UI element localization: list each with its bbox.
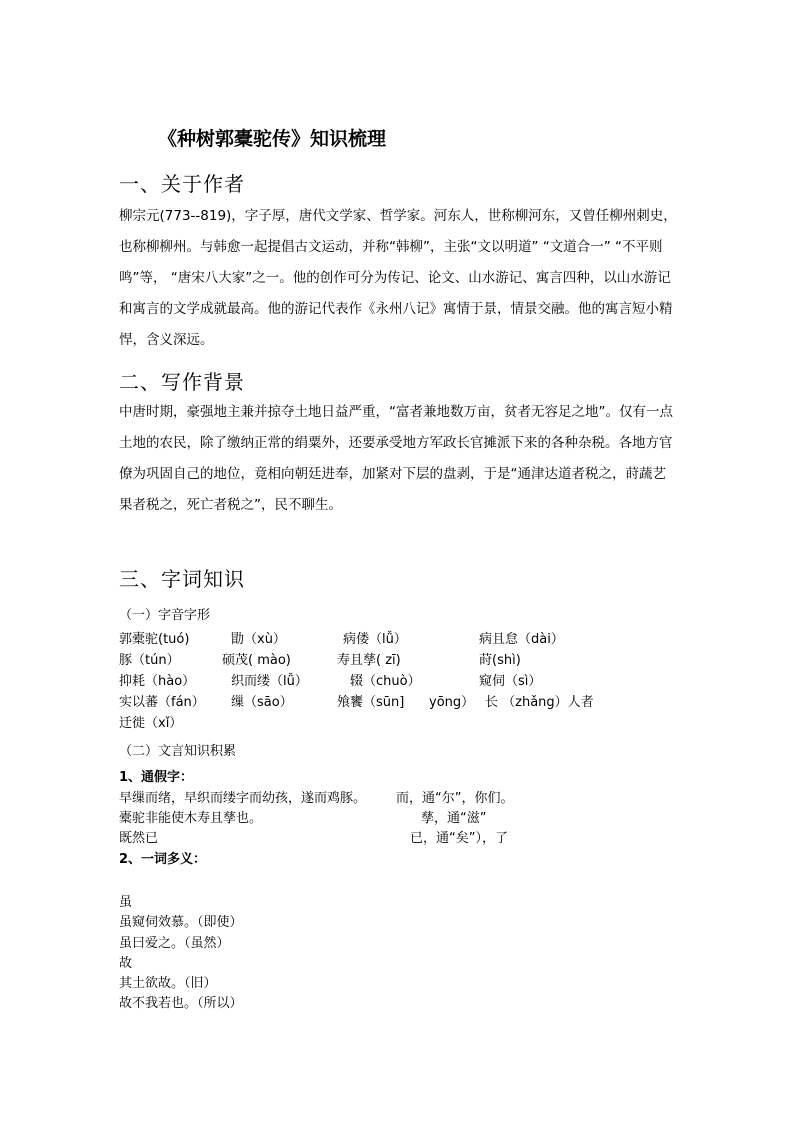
- pron-item: 抑耗（hào）: [119, 674, 196, 689]
- author-paragraph: 柳宗元(773--819)，字子厚，唐代文学家、哲学家。河东人，世称柳河东，又曾任柳州刺史，也称柳柳州。与韩愈一起提倡古文运动，并称“韩柳”，主张“文以明道” “文道合一” “不平则鸣”等， “唐宋八大家”之一。他的创作可分为传记、论文、山水游记、寓言四种，以山水游记和寓言的文学成就最高。他的游记代表作《永州八记》寓情于景，情景交融。他的寓言短小精悍，含义深远。: [119, 208, 677, 348]
- pron-item: 寿且孳( zī): [337, 653, 401, 668]
- tongjia-sentence: 既然已: [119, 831, 159, 846]
- pron-item: 织而缕（lǚ）: [231, 674, 308, 689]
- pron-item: 实以蕃（fán）: [119, 695, 205, 710]
- pron-item: 辍（chuò）: [350, 674, 421, 689]
- duoyi-item: 故: [119, 956, 133, 971]
- tongjia-sentence: 橐驼非能使木寿且孳也。: [119, 811, 263, 826]
- duoyi-item: 虽曰爱之。（虽然）: [119, 936, 230, 951]
- duoyi-heading: 2、一词多义：: [119, 852, 207, 867]
- pron-item: 长 （zhǎng）人者: [485, 695, 594, 710]
- tongjia-heading: 1、通假字：: [119, 770, 194, 785]
- tongjia-sentence: 早缫而绪，早织而缕字而幼孩，遂而鸡豚。: [119, 791, 367, 806]
- pron-item: 迁徙（xǐ）: [119, 716, 183, 731]
- pron-item: 莳(shì): [479, 653, 521, 668]
- pron-item: 豚（tún）: [119, 653, 180, 668]
- document-title: 《种树郭橐驼传》知识梳理: [158, 128, 387, 150]
- duoyi-item: 故不我若也。（所以）: [119, 996, 243, 1011]
- duoyi-item: 其土欲故。（旧）: [119, 976, 217, 991]
- pron-item: 窥伺（sì）: [479, 674, 542, 689]
- tongjia-note: 孳，通“滋”: [421, 811, 487, 826]
- pron-item: 郭橐驼(tuó): [119, 632, 190, 647]
- section-heading-author: 一、关于作者: [119, 172, 245, 196]
- pron-item: 缫（sāo）: [231, 695, 293, 710]
- background-paragraph: 中唐时期，豪强地主兼并掠夺土地日益严重，“富者兼地数万亩，贫者无容足之地”。仅有一点土地的农民，除了缴纳正常的绢粟外，还要承受地方军政长官摊派下来的各种杂税。各地方官僚为巩固自己的地位，竟相向朝廷进奉，加紧对下层的盘剥，于是“通津达道者税之，莳蔬艺果者税之，死亡者税之”，民不聊生。: [119, 404, 673, 513]
- subheading-classical-knowledge: （二）文言知识积累: [119, 744, 237, 759]
- section-heading-vocabulary: 三、字词知识: [119, 567, 245, 591]
- tongjia-note: 而，通“尔”，你们。: [396, 791, 514, 806]
- pron-item: 病偻（lǚ）: [343, 632, 407, 647]
- duoyi-item: 虽: [119, 895, 133, 910]
- pron-item: 硕茂( mào): [222, 653, 291, 668]
- tongjia-note: 已，通“矣”），了: [410, 831, 508, 846]
- subheading-pronunciation: （一）字音字形: [119, 608, 211, 623]
- pronunciation-table: [119, 628, 679, 732]
- pron-item: 飧饔（sūn]: [337, 695, 405, 710]
- section-heading-background: 二、写作背景: [119, 370, 245, 394]
- pron-item: 病且怠（dài）: [479, 632, 564, 647]
- pron-item: yōng）: [429, 695, 475, 710]
- pron-item: 勖（xù）: [231, 632, 286, 647]
- duoyi-item: 虽窥伺效慕。（即使）: [119, 915, 243, 930]
